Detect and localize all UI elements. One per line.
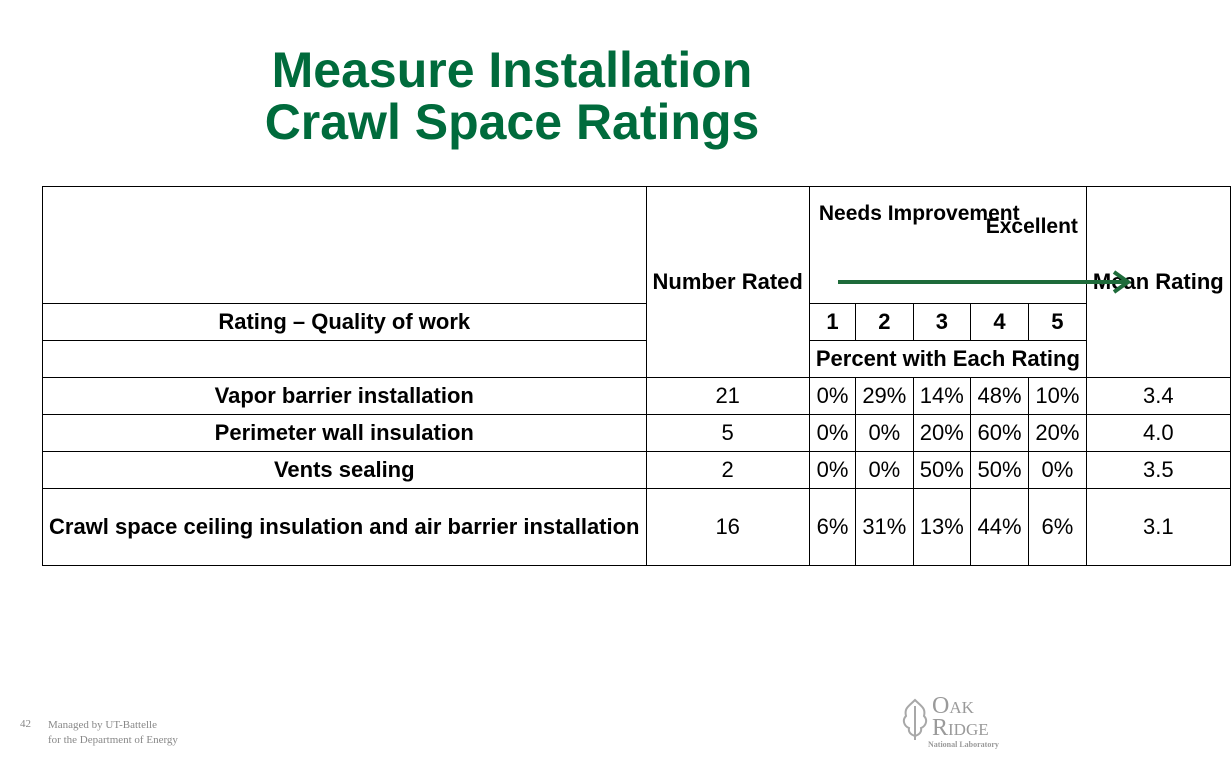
percent-value: 0% (809, 415, 855, 452)
header-number-rated: Number Rated (646, 187, 809, 378)
scale-low-label: Needs Improvement (818, 202, 1020, 225)
measure-name: Vents sealing (43, 452, 647, 489)
percent-value: 0% (856, 452, 913, 489)
mean-rating-value: 3.1 (1086, 489, 1230, 566)
header-empty-cell (43, 341, 647, 378)
footer-line-1: Managed by UT-Battelle (48, 719, 157, 731)
logo-subtitle: National Laboratory (928, 740, 999, 749)
percent-value: 29% (856, 378, 913, 415)
percent-value: 6% (1028, 489, 1086, 566)
measure-name: Crawl space ceiling insulation and air barrier installation (43, 489, 647, 566)
rating-value: 1 (809, 304, 855, 341)
title-line-2: Crawl Space Ratings (264, 94, 760, 150)
percent-value: 14% (913, 378, 970, 415)
number-rated-value: 5 (646, 415, 809, 452)
title-line-1: Measure Installation (271, 42, 753, 98)
percent-value: 60% (971, 415, 1029, 452)
percent-value: 0% (856, 415, 913, 452)
header-percent-label: Percent with Each Rating (809, 341, 1086, 378)
header-mean-rating: Mean Rating (1086, 187, 1230, 378)
scale-high-label: Excellent (985, 215, 1078, 238)
percent-value: 10% (1028, 378, 1086, 415)
rating-scale-header (809, 187, 1086, 304)
number-rated-value: 21 (646, 378, 809, 415)
rating-value: 2 (856, 304, 913, 341)
header-rating-label: Rating – Quality of work (43, 304, 647, 341)
percent-value: 44% (971, 489, 1029, 566)
logo-word-ridge: Ridge (932, 715, 989, 741)
slide-number: 42 (20, 718, 31, 730)
oak-leaf-icon (900, 698, 930, 742)
oak-ridge-logo (898, 694, 1006, 750)
number-rated-value: 16 (646, 489, 809, 566)
measure-name: Vapor barrier installation (43, 378, 647, 415)
percent-value: 0% (809, 452, 855, 489)
ratings-table (42, 186, 1231, 566)
footer-credit (48, 718, 178, 748)
percent-value: 13% (913, 489, 970, 566)
percent-value: 50% (971, 452, 1029, 489)
percent-value: 20% (913, 415, 970, 452)
percent-value: 6% (809, 489, 855, 566)
header-empty-cell (43, 187, 647, 304)
percent-value: 20% (1028, 415, 1086, 452)
measure-name: Perimeter wall insulation (43, 415, 647, 452)
footer-line-2: for the Department of Energy (48, 734, 178, 746)
mean-rating-value: 4.0 (1086, 415, 1230, 452)
rating-value: 3 (913, 304, 970, 341)
table-row (43, 415, 1231, 452)
table-row (43, 452, 1231, 489)
percent-value: 0% (809, 378, 855, 415)
scale-arrow-icon (836, 270, 1136, 294)
logo-word-oak: Oak (932, 693, 974, 719)
rating-value: 4 (971, 304, 1029, 341)
table-row (43, 489, 1231, 566)
slide-title (0, 44, 1024, 148)
percent-value: 50% (913, 452, 970, 489)
percent-value: 31% (856, 489, 913, 566)
percent-value: 48% (971, 378, 1029, 415)
table-row (43, 378, 1231, 415)
mean-rating-value: 3.5 (1086, 452, 1230, 489)
number-rated-value: 2 (646, 452, 809, 489)
percent-value: 0% (1028, 452, 1086, 489)
mean-rating-value: 3.4 (1086, 378, 1230, 415)
rating-value: 5 (1028, 304, 1086, 341)
